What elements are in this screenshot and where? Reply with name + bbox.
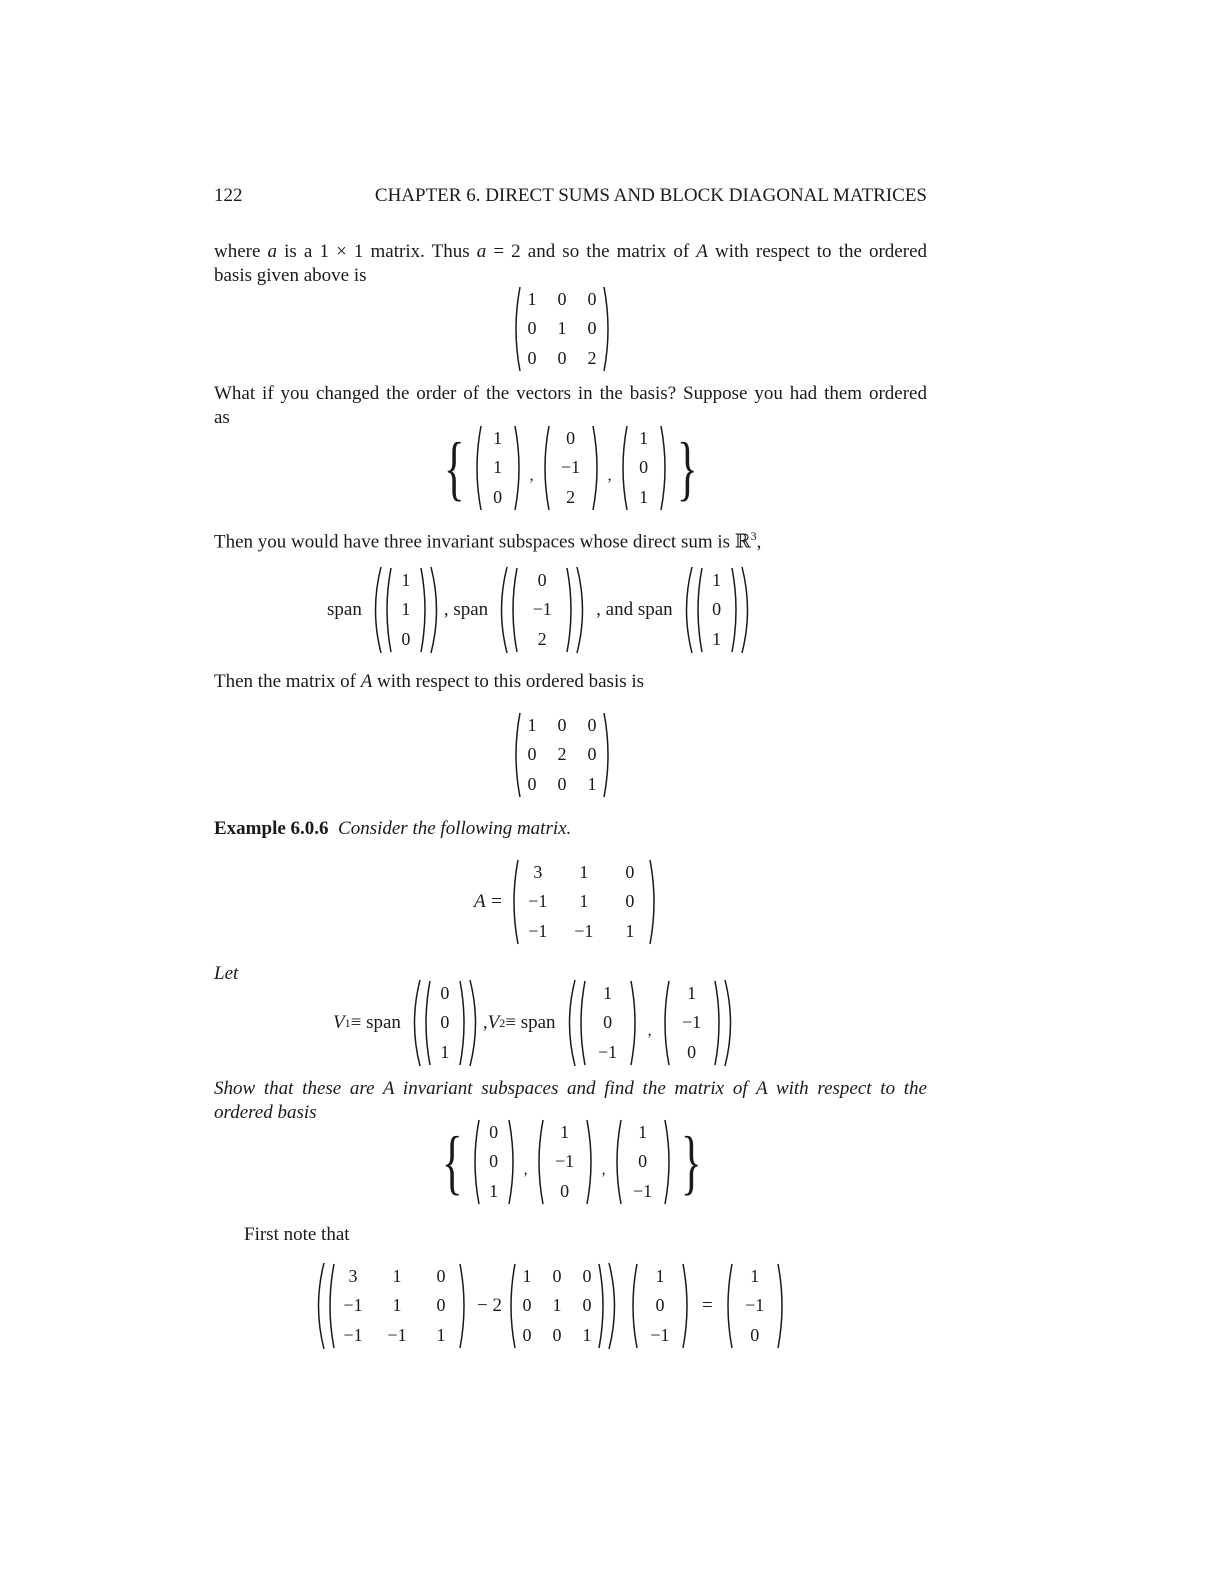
matrix-entry: 1: [557, 318, 567, 339]
vector-entry: 1: [639, 428, 649, 449]
matrix-entry: −1: [387, 1324, 407, 1345]
matrix-entry: 1: [527, 289, 537, 310]
matrix-entry: 1: [579, 891, 589, 912]
paragraph-line: Then you would have three invariant subspaces whose direct sum is ℝ$^3$,: [214, 529, 762, 553]
vector-entry: 1: [712, 628, 722, 649]
vector-entry: −1: [632, 1180, 653, 1201]
right-brace: }: [676, 428, 698, 508]
vector-entry: 1: [560, 1122, 570, 1143]
example-heading: Example 6.0.6 Consider the following matrix.: [214, 818, 572, 839]
vector: [576, 979, 640, 1067]
matrix-entry: 0: [522, 1295, 532, 1316]
matrix-entry: 0: [522, 1324, 532, 1345]
matrix-entry: 1: [436, 1324, 446, 1345]
vector-entry: 1: [639, 486, 649, 507]
vector-entry: −1: [532, 599, 552, 620]
vector-entry: 1: [489, 1180, 499, 1201]
matrix-entry: 1: [392, 1295, 402, 1316]
basis-set: { 1 1 0 , 0 −1 2 , 1 0 1 }: [437, 424, 704, 512]
vector-entry: 1: [493, 457, 503, 478]
matrix-entry: 0: [436, 1295, 446, 1316]
matrix-entry: 0: [557, 773, 567, 794]
vector-entry: 1: [440, 1041, 450, 1062]
paragraph-line: What if you changed the order of the vectors in the basis? Suppose you had them ordered: [214, 383, 927, 404]
vector-entry: 0: [603, 1012, 613, 1033]
vector-entry: 0: [638, 1151, 648, 1172]
vector: [628, 1262, 692, 1350]
matrix-entry: 2: [587, 347, 597, 368]
matrix: [506, 1262, 608, 1350]
matrix-entry: −1: [528, 891, 548, 912]
matrix-entry: 0: [582, 1266, 592, 1287]
matrix-entry: 0: [587, 289, 597, 310]
vector-entry: 1: [712, 570, 722, 591]
matrix-entry: 0: [587, 715, 597, 736]
matrix-entry: 0: [625, 891, 635, 912]
vector-entry: 0: [489, 1151, 499, 1172]
paragraph-line: basis given above is: [214, 265, 367, 286]
paragraph-line: Then the matrix of A with respect to this ordered basis is: [214, 671, 645, 692]
matrix-entry: 3: [533, 862, 543, 883]
vector: [470, 1118, 518, 1206]
vector-entry: −1: [554, 1151, 575, 1172]
matrix-entry: 1: [587, 773, 597, 794]
running-header: CHAPTER 6. DIRECT SUMS AND BLOCK DIAGONAL MATRICES: [374, 185, 927, 206]
vector: [723, 1262, 787, 1350]
matrix-entry: 0: [587, 744, 597, 765]
vector-entry: 2: [537, 628, 547, 649]
left-brace: {: [443, 428, 465, 508]
matrix-entry: 1: [552, 1295, 562, 1316]
paragraph-line: ordered basis: [214, 1102, 317, 1123]
right-brace: }: [680, 1122, 702, 1202]
vector-entry: 0: [440, 983, 450, 1004]
vector: [540, 424, 602, 512]
vector-entry: 1: [401, 570, 411, 591]
vector-entry: 1: [638, 1122, 648, 1143]
matrix-entry: 0: [552, 1266, 562, 1287]
vector-entry: −1: [745, 1295, 765, 1316]
matrix: [509, 858, 659, 946]
vector-entry: 0: [655, 1295, 665, 1316]
matrix: [325, 1262, 469, 1350]
matrix-entry: 2: [557, 744, 567, 765]
vector: [660, 979, 724, 1067]
matrix-entry: 0: [557, 289, 567, 310]
vector-entry: 1: [603, 983, 613, 1004]
vector: [618, 424, 670, 512]
vector-entry: 0: [440, 1012, 450, 1033]
vector-entry: −1: [681, 1012, 702, 1033]
matrix-entry: 1: [582, 1324, 592, 1345]
vector: [508, 566, 576, 654]
matrix-entry: 1: [625, 920, 635, 941]
matrix-entry: 0: [557, 347, 567, 368]
matrix-entry: 0: [436, 1266, 446, 1287]
vector: [421, 979, 469, 1067]
matrix-entry: 0: [625, 862, 635, 883]
vector-entry: 0: [401, 628, 411, 649]
vector: [534, 1118, 596, 1206]
matrix-entry: −1: [528, 920, 548, 941]
matrix-entry: 0: [557, 715, 567, 736]
vector-entry: 0: [537, 570, 547, 591]
matrix-entry: 1: [522, 1266, 532, 1287]
vector-entry: 1: [687, 983, 697, 1004]
vector-entry: 0: [639, 457, 649, 478]
vector-entry: 0: [493, 486, 503, 507]
matrix-entry: 0: [527, 773, 537, 794]
vector-entry: −1: [597, 1041, 618, 1062]
vector-entry: 1: [493, 428, 503, 449]
matrix-A-definition: A = 3 1 0 −1 1 0 −1 −1 1: [474, 858, 659, 946]
matrix-block: [511, 285, 613, 373]
paragraph-line: Show that these are A invariant subspaces and find the matrix of A with respect to the: [214, 1078, 927, 1099]
matrix-entry: 3: [348, 1266, 358, 1287]
matrix-entry: 0: [527, 318, 537, 339]
paragraph-line: as: [214, 407, 230, 428]
vector-entry: 2: [566, 486, 576, 507]
matrix-block: [511, 711, 613, 799]
vector-entry: 1: [401, 599, 411, 620]
matrix-entry: 0: [582, 1295, 592, 1316]
vector-entry: 1: [655, 1266, 665, 1287]
paragraph-line: where a is a 1 × 1 matrix. Thus a = 2 and so the matrix of A with respect to the ordered: [214, 241, 928, 262]
matrix-entry: 1: [579, 862, 589, 883]
vector-entry: 1: [750, 1266, 760, 1287]
equation: 3 1 0 −1 1 0 −1 −1 1 − 2 1 0 0 0 1 0 0 0 1 1 0 −1 = 1 −1 0: [313, 1262, 787, 1350]
vector-entry: −1: [560, 457, 581, 478]
paragraph-line: First note that: [244, 1224, 350, 1245]
let-label: Let: [214, 963, 239, 984]
vector-entry: 0: [687, 1041, 697, 1062]
vector: [472, 424, 524, 512]
vector: [612, 1118, 674, 1206]
page-number: 122: [214, 185, 243, 206]
matrix-entry: 1: [527, 715, 537, 736]
vector-entry: 0: [566, 428, 576, 449]
subspace-definitions: V 1 ≡ span 0 0 1 , V 2 ≡ span 1 0 −1 , 1 −1 0: [333, 979, 736, 1067]
matrix-entry: 0: [587, 318, 597, 339]
matrix-entry: 0: [552, 1324, 562, 1345]
left-brace: {: [441, 1122, 463, 1202]
invariant-subspaces: span 1 1 0 , span 0 −1 2 , and span 1 0 1: [327, 566, 753, 654]
vector-entry: −1: [650, 1324, 670, 1345]
vector: [693, 566, 741, 654]
matrix-entry: 0: [527, 347, 537, 368]
vector-entry: 0: [712, 599, 722, 620]
matrix-entry: −1: [343, 1295, 363, 1316]
vector: [382, 566, 430, 654]
matrix-entry: 0: [527, 744, 537, 765]
vector-entry: 0: [560, 1180, 570, 1201]
matrix: [511, 711, 613, 799]
vector-entry: 0: [750, 1324, 760, 1345]
matrix-entry: −1: [574, 920, 594, 941]
matrix: [511, 285, 613, 373]
basis-set: { 0 0 1 , 1 −1 0 , 1 0 −1 }: [435, 1118, 708, 1206]
vector-entry: 0: [489, 1122, 499, 1143]
matrix-entry: 1: [392, 1266, 402, 1287]
matrix-entry: −1: [343, 1324, 363, 1345]
